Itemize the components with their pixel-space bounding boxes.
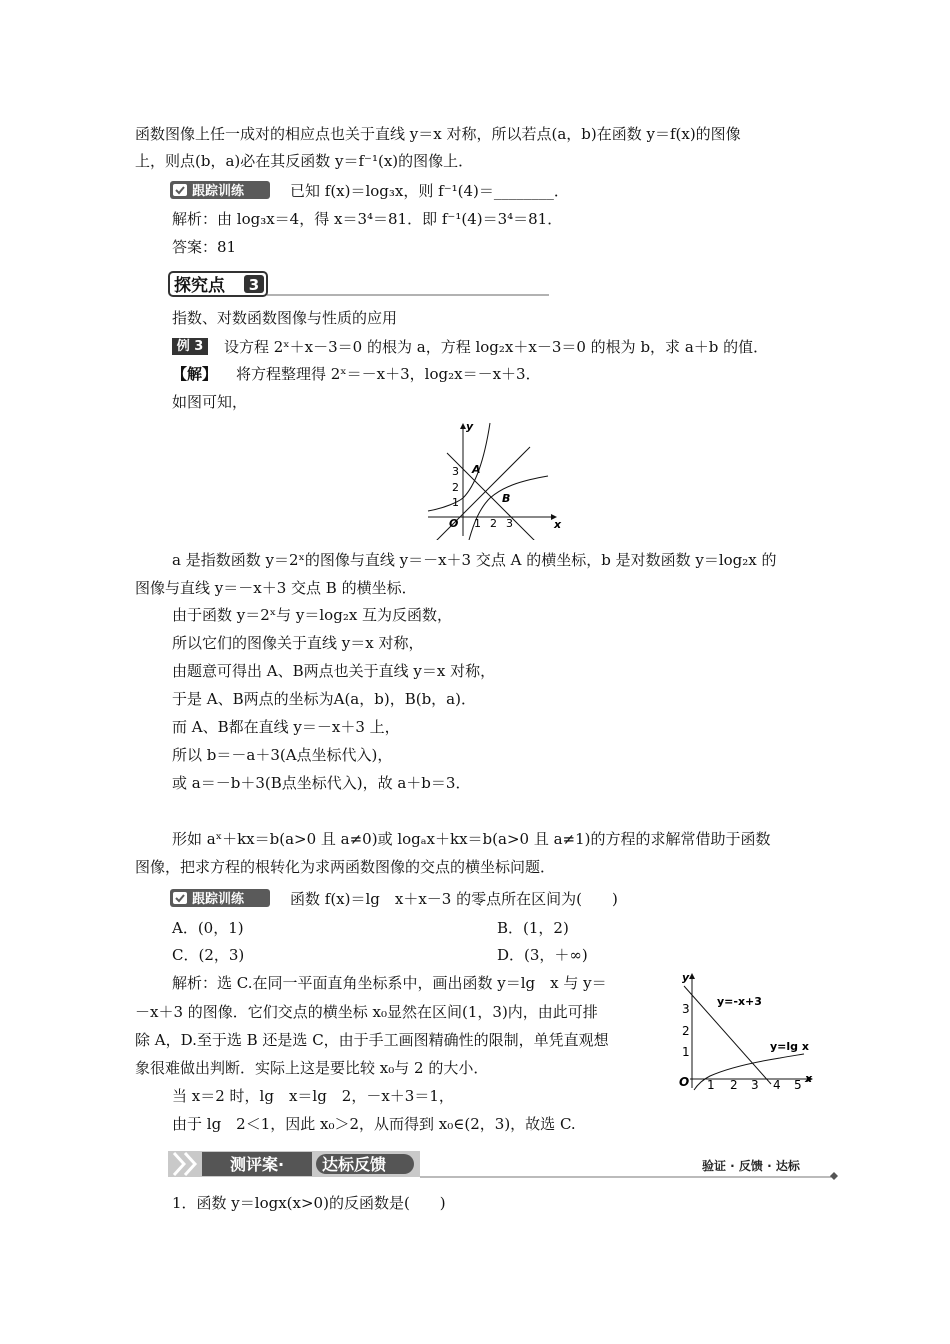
curve-label: y=lg x [770, 1040, 809, 1053]
option-c: C．(2，3) [172, 946, 245, 964]
y-tick: 1 [452, 496, 459, 509]
section-number: 3 [248, 276, 260, 294]
topic-title: 指数、对数函数图像与性质的应用 [172, 309, 398, 327]
text-line: 上，则点(b，a)必在其反函数 y＝f⁻¹(x)的图像上． [135, 152, 474, 170]
text-line: 由于函数 y＝2ˣ与 y＝log₂x 互为反函数， [172, 606, 453, 624]
x-tick: 2 [730, 1078, 738, 1092]
axis-y-label: y [466, 420, 474, 433]
text-line: 而 A、B都在直线 y＝－x＋3 上， [172, 718, 400, 736]
y-tick: 1 [682, 1045, 690, 1059]
eval-right-label: 验证 · 反馈 · 达标 [702, 1159, 800, 1173]
text-line: 所以它们的图像关于直线 y＝x 对称， [172, 634, 424, 652]
text-line: 由题意可得出 A、B两点也关于直线 y＝x 对称， [172, 662, 496, 680]
point-a-label: A [472, 463, 481, 476]
x-tick: 5 [794, 1078, 802, 1092]
y-tick: 3 [682, 1002, 690, 1016]
x-tick: 1 [474, 517, 481, 530]
axis-x-label: x [554, 518, 562, 531]
solution-text: 将方程整理得 2ˣ＝－x＋3，log₂x＝－x＋3． [236, 365, 541, 383]
line-label: y=-x+3 [717, 995, 762, 1008]
solution-label: 【解】 [172, 365, 218, 383]
solution-line: 由于 lg 2＜1，因此 x₀＞2，从而得到 x₀∈(2，3)，故选 C. [172, 1115, 576, 1133]
practice-question: 函数 f(x)＝lg x＋x－3 的零点所在区间为( ) [290, 890, 618, 908]
practice-solution: 解析：由 log₃x＝4，得 x＝3⁴＝81．即 f⁻¹(4)＝3⁴＝81． [172, 210, 563, 228]
practice-question: 已知 f(x)＝log₃x，则 f⁻¹(4)＝________． [290, 182, 569, 200]
text-line: 所以 b＝－a＋3(A点坐标代入)， [172, 746, 393, 764]
question-1: 1．函数 y＝logx(x>0)的反函数是( ) [172, 1194, 446, 1212]
section-label: 探究点 [174, 276, 225, 296]
practice-badge [170, 888, 272, 908]
text-line: a 是指数函数 y＝2ˣ的图像与直线 y＝－x＋3 交点 A 的横坐标，b 是对数函数 y＝log₂x 的 [172, 551, 777, 569]
point-b-label: B [502, 492, 511, 505]
eval-title-bold: 达标反馈 [322, 1155, 387, 1174]
solution-line: －x＋3 的图像．它们交点的横坐标 x₀显然在区间(1，3)内，由此可排 [135, 1003, 598, 1021]
origin-label: O [679, 1075, 690, 1089]
option-a: A．(0，1) [172, 919, 244, 937]
x-tick: 3 [751, 1078, 759, 1092]
figure-lg-line [670, 968, 818, 1092]
figure-exp-log [420, 418, 562, 540]
example-tag: 例 3 [172, 338, 208, 355]
evaluation-section-bar [168, 1150, 840, 1180]
y-tick: 2 [452, 481, 459, 494]
eval-title: 测评案· [230, 1155, 285, 1174]
x-tick: 3 [506, 517, 513, 530]
example-question: 设方程 2ˣ＋x－3＝0 的根为 a，方程 log₂x＋x－3＝0 的根为 b，求 a＋b 的值． [224, 338, 769, 356]
text-line: 如图可知， [172, 393, 248, 411]
axis-x-label: x [805, 1072, 813, 1085]
text-line: 图像与直线 y＝－x＋3 交点 B 的横坐标． [135, 579, 417, 597]
y-tick: 3 [452, 465, 459, 478]
option-b: B．(1，2) [497, 919, 569, 937]
text-line: 或 a＝－b＋3(B点坐标代入)，故 a＋b＝3． [172, 774, 471, 792]
option-d: D．(3，＋∞) [497, 946, 588, 964]
text-line: 于是 A、B两点的坐标为A(a，b)，B(b，a)． [172, 690, 476, 708]
practice-answer: 答案：81 [172, 238, 237, 256]
practice-badge [170, 180, 272, 200]
text-line: 函数图像上任一成对的相应点也关于直线 y＝x 对称，所以若点(a，b)在函数 y＝f(x)的图像 [135, 125, 741, 143]
section-header [168, 271, 550, 303]
method-note: 图像，把求方程的根转化为求两函数图像的交点的横坐标问题． [135, 858, 556, 876]
practice-badge-label: 跟踪训练 [192, 184, 245, 199]
x-tick: 1 [707, 1078, 715, 1092]
solution-line: 解析：选 C.在同一平面直角坐标系中，画出函数 y＝lg x 与 y＝ [172, 974, 607, 992]
solution-line: 除 A，D.至于选 B 还是选 C，由于手工画图精确性的限制，单凭直观想 [135, 1031, 609, 1049]
practice-badge-label: 跟踪训练 [192, 892, 245, 907]
x-tick: 2 [490, 517, 497, 530]
method-note: 形如 aˣ＋kx＝b(a>0 且 a≠0)或 logₐx＋kx＝b(a>0 且 a≠1)的方程的求解常借助于函数 [172, 830, 771, 848]
x-tick: 4 [773, 1078, 781, 1092]
solution-line: 当 x＝2 时，lg x＝lg 2，－x＋3＝1， [172, 1087, 454, 1105]
origin-label: O [449, 517, 459, 530]
y-tick: 2 [682, 1024, 690, 1038]
axis-y-label: y [682, 971, 690, 984]
solution-line: 象很难做出判断．实际上这是要比较 x₀与 2 的大小． [135, 1059, 489, 1077]
